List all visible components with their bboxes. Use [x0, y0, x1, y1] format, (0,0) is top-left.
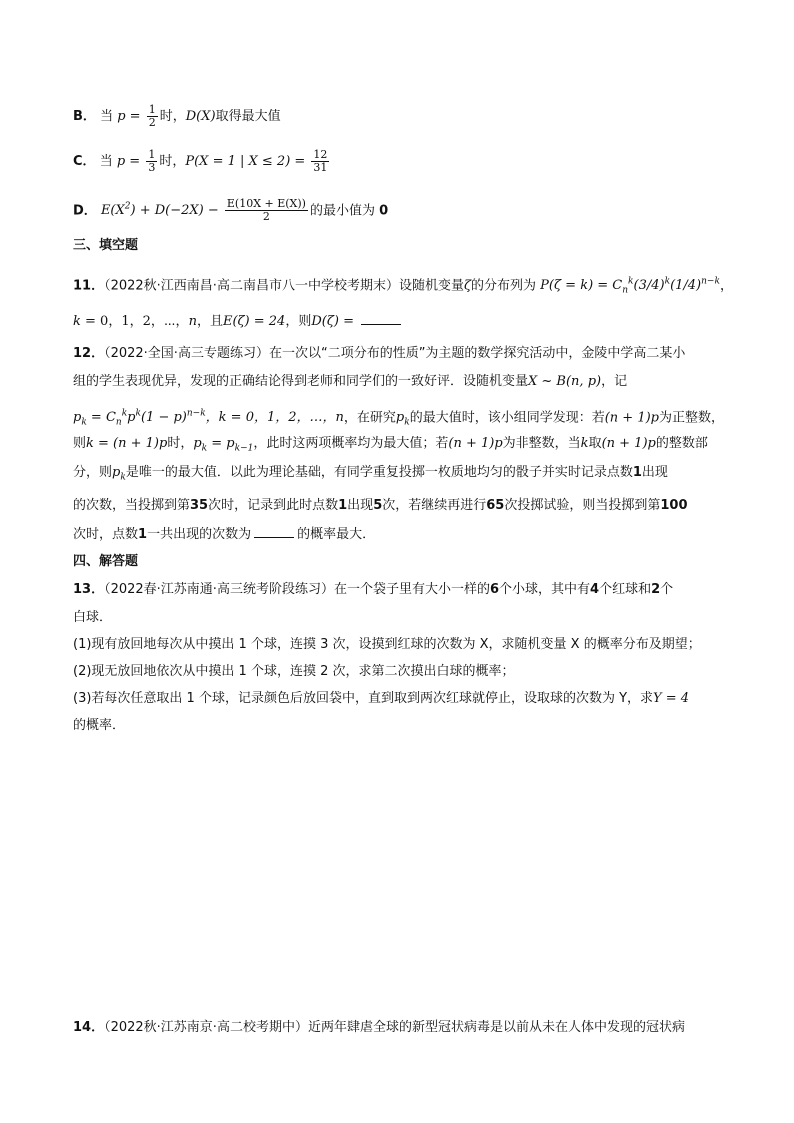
q13-l1d: 4	[590, 582, 600, 597]
q12-num: 12．	[73, 346, 105, 361]
q14-text: 近两年肆虐全球的新型冠状病毒是以前从未在人体中发现的冠状病	[307, 1020, 685, 1035]
q12-l6f: 5	[373, 498, 383, 513]
q12-l4a: 则	[73, 436, 87, 451]
q11-line2b: ，则	[285, 314, 312, 329]
q11-text2: 的分布列为	[471, 278, 537, 294]
q12-l5c: 1	[632, 465, 642, 480]
q13-src: （2022春·江苏南通·高三统考阶段练习）	[104, 582, 334, 597]
question-13-part1: (1)现有放回地每次从中摸出 1 个球，连摸 3 次，设摸到红球的次数为 X，求随机变量 X 的概率分布及期望；	[73, 637, 701, 652]
formula: P(X = 1 | X ≤ 2) =	[185, 154, 310, 169]
option-c: C． 当 p = $\frac{1}{3}$ 时，P(X = 1 | X ≤ 2) = $\frac{12}{31}$	[73, 148, 328, 174]
q12-l7c: 一共出现的次数为	[147, 527, 252, 542]
formula: $E(X^2) + D(-2X)$ −	[100, 202, 223, 219]
option-b-label: B．	[73, 109, 96, 124]
q12-l6g: 次，若继续再进行	[382, 498, 487, 513]
formula: p	[117, 109, 126, 124]
q12-l6b: 35	[190, 498, 209, 513]
fraction: $\frac{E(10X + E(X))}{2}$	[226, 197, 306, 224]
q12-l3a: ，在研究	[343, 410, 396, 426]
q13-num: 13．	[73, 582, 105, 597]
option-d	[73, 197, 388, 223]
q12-l7b: 1	[138, 527, 148, 542]
question-11: 11．（2022秋·江西南昌·高二南昌市八一中学校考期末）设随机变量ζ的分布列为 $P(\zeta = k) = C_n^k(3/4)^k(1/4)^{n-k}$，	[73, 277, 733, 296]
question-12-line5: 分，则$p_k$是唯一的最大值．以此为理论基础，有同学重复投掷一枚质地均匀的骰子并实时记录点数1出现	[73, 465, 668, 483]
q12-l4d: 为非整数，当	[502, 436, 581, 451]
q11-src: （2022秋·江西南昌·高二南昌市八一中学校考期末）	[104, 278, 399, 294]
q12-l7a: 次时，点数	[73, 527, 139, 542]
q12-l2b: ，记	[601, 374, 628, 389]
answer-blank	[254, 525, 294, 538]
formula: $P(\zeta = k) = C_n^k(3/4)^k(1/4)^{n-k}$	[540, 277, 720, 296]
formula: Y = 4	[653, 691, 690, 706]
q12-l3b: 的最大值时，该小组同学发现：若	[409, 410, 605, 426]
formula: E(ζ) = 24	[222, 314, 286, 329]
option-b-tail: 取得最大值	[215, 109, 281, 124]
q11-num: 11．	[73, 278, 105, 294]
question-13-part3-line2: 的概率．	[73, 718, 126, 733]
question-13-part3	[73, 689, 689, 709]
q12-l6i: 次投掷试验，则当投掷到第	[504, 498, 661, 513]
option-b-post: 时，	[159, 109, 186, 124]
q13-l1a: 在一个袋子里有大小一样的	[333, 582, 490, 597]
option-c-pre: 当	[99, 154, 113, 169]
q12-l4f: 的整数部	[655, 436, 708, 451]
fraction: $\frac{1}{2}$	[148, 103, 156, 129]
question-13-line2: 白球．	[73, 610, 113, 625]
q12-l6a: 的次数，当投掷到第	[73, 498, 191, 513]
option-c-label: C．	[73, 154, 96, 169]
q12-l6c: 次时，记录到此时点数	[208, 498, 339, 513]
q11-text1: 设随机变量	[398, 278, 464, 294]
q12-src: （2022·全国·高三专题练习）	[104, 346, 269, 361]
q13-l1f: 2	[651, 582, 661, 597]
question-12-line2	[73, 372, 627, 392]
question-12-line6	[73, 496, 688, 516]
option-d-label: D．	[73, 203, 97, 219]
question-13-part2: (2)现无放回地依次从中摸出 1 个球，连摸 2 次，求第二次摸出白球的概率；	[73, 664, 515, 679]
question-13	[73, 580, 673, 600]
q14-num: 14．	[73, 1020, 105, 1035]
formula: D(ζ) =	[311, 314, 359, 329]
q12-l4b: 时，	[167, 436, 194, 451]
formula: p	[116, 154, 126, 169]
q12-l5d: 出现	[641, 465, 668, 480]
fraction: $\frac{12}{31}$	[313, 148, 328, 174]
q13-l1e: 个红球和	[599, 582, 652, 597]
option-c-post: 时，	[159, 154, 186, 169]
q12-l4e: 取	[588, 436, 602, 451]
option-b-pre: 当	[100, 109, 114, 124]
q12-l6h: 65	[486, 498, 505, 513]
q12-l6j: 100	[660, 498, 688, 513]
q14-src: （2022秋·江苏南京·高二校考期中）	[104, 1020, 308, 1035]
question-12	[73, 344, 685, 364]
formula: D(X)	[185, 109, 216, 124]
section-fill: 三、填空题	[73, 238, 139, 253]
question-14	[73, 1018, 685, 1038]
q11-line2a: ，且	[196, 314, 223, 329]
question-12-line4: 则k = (n + 1)p时，$p_k = p_{k-1}$，此时这两项概率均为最大值；若(n + 1)p为非整数，当k取(n + 1)p的整数部	[73, 436, 708, 454]
fraction: $\frac{1}{3}$	[148, 148, 156, 174]
option-d-val: 0	[379, 203, 389, 219]
q13-l1c: 个小球，其中有	[499, 582, 591, 597]
option-b: B． 当 p = $\frac{1}{2}$ 时，D(X)取得最大值	[73, 103, 281, 129]
q12-l5b: 是唯一的最大值．以此为理论基础，有同学重复投掷一枚质地均匀的骰子并实时记录点数	[125, 465, 633, 480]
q12-l3c: 为正整数，	[659, 410, 725, 426]
q13-p3a: (3)若每次任意取出 1 个球，记录颜色后放回袋中，直到取到两次红球就停止，设取球的次数为 Y，求	[73, 691, 654, 706]
formula: $p_k = C_n^kp^k(1 - p)^{n-k}$，k = 0，1，2，…，n	[73, 409, 344, 428]
q12-l4c: ，此时这两项概率均为最大值；若	[253, 436, 449, 451]
q12-l5a: 分，则	[73, 465, 113, 480]
q12-l6e: 出现	[347, 498, 374, 513]
question-11-line2: k = 0，1，2，⋯，n，且E(ζ) = 24，则D(ζ) =	[73, 312, 404, 332]
question-12-line7	[73, 525, 375, 545]
q12-l6d: 1	[338, 498, 348, 513]
question-12-line3: $p_k = C_n^kp^k(1 - p)^{n-k}$，k = 0，1，2，…，n，在研究$p_k$的最大值时，该小组同学发现：若(n + 1)p为正整数，	[73, 409, 725, 428]
q13-l1g: 个	[660, 582, 674, 597]
section-answer: 四、解答题	[73, 554, 139, 569]
q12-l2a: 组的学生表现优异，发现的正确结论得到老师和同学们的一致好评．设随机变量	[73, 374, 529, 389]
q13-l1b: 6	[489, 582, 500, 597]
answer-blank	[361, 312, 401, 325]
option-d-tail: 的最小值为	[309, 203, 375, 219]
q12-l7d: 的概率最大．	[297, 527, 376, 542]
q12-l1: 在一次以“二项分布的性质”为主题的数学探究活动中，金陵中学高二某小	[268, 346, 686, 361]
formula: X ~ B(n, p)	[528, 374, 602, 389]
